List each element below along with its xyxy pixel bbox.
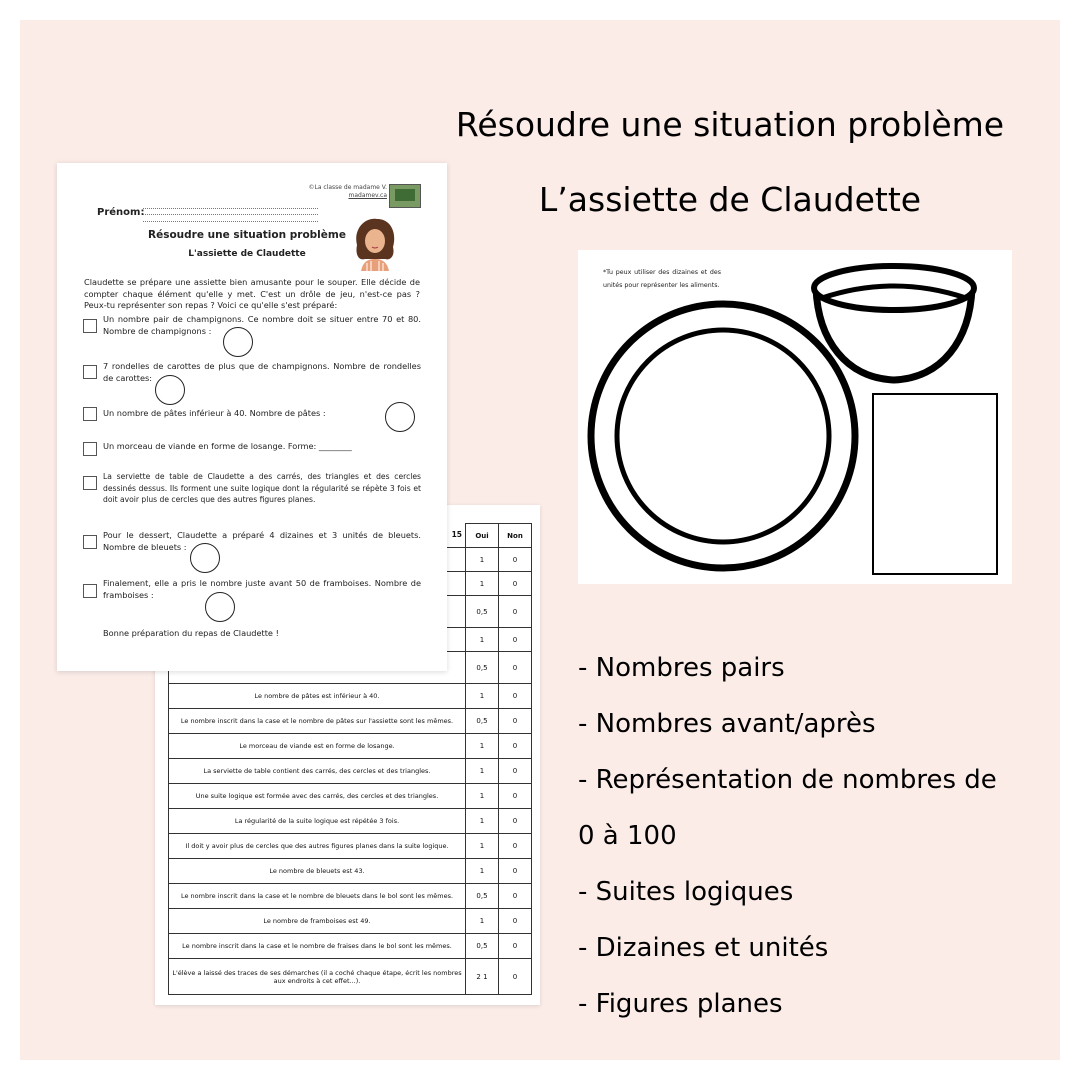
grading-cell-no: 0 (499, 709, 532, 734)
main-title: Résoudre une situation problème (455, 105, 1005, 144)
skill-item: - Représentation de nombres de (578, 765, 997, 795)
grading-cell-criterion: Une suite logique est formée avec des carrés, des cercles et des triangles. (169, 784, 466, 809)
grading-cell-no: 0 (499, 784, 532, 809)
grading-cell-no: 0 (499, 652, 532, 684)
napkin-rectangle (873, 394, 997, 574)
grading-cell-yes: 2 1 (466, 959, 499, 995)
item-6: Pour le dessert, Claudette a préparé 4 dizaines et 3 unités de bleuets. Nombre de bleuets : (103, 530, 421, 552)
plate-illustration-card (578, 250, 1012, 584)
grading-cell-no: 0 (499, 809, 532, 834)
grading-cell-no: 0 (499, 759, 532, 784)
grading-cell-criterion: L'élève a laissé des traces de ses démarches (il a coché chaque étape, écrit les nombres aux endroits à cet effet...). (169, 959, 466, 995)
grading-row (169, 959, 532, 995)
grading-row (169, 809, 532, 834)
skill-item: - Nombres avant/après (578, 709, 876, 739)
grading-cell-no: 0 (499, 548, 532, 572)
item-1: Un nombre pair de champignons. Ce nombre doit se situer entre 70 et 80. Nombre de champignons : (103, 314, 421, 336)
grading-cell-no: 0 (499, 909, 532, 934)
intro-text: Claudette se prépare une assiette bien amusante pour le souper. Elle décide de compter chaque élément qu'elle y met. C'est un drôle de jeu, n'est-ce pas ? Peux-tu représenter son repas ? Voici ce qu'elle s'est préparé: (84, 277, 420, 310)
brand-logo-icon (389, 184, 421, 208)
grading-cell-yes: 0,5 (466, 709, 499, 734)
plate-inner-circle (617, 330, 829, 542)
grading-row (169, 859, 532, 884)
grading-row (169, 784, 532, 809)
checkbox-2[interactable] (83, 365, 97, 379)
grading-cell-no: 0 (499, 734, 532, 759)
grading-cell-yes: 1 (466, 548, 499, 572)
grading-cell-criterion: La serviette de table contient des carrés, des cercles et des triangles. (169, 759, 466, 784)
grading-row (169, 684, 532, 709)
grading-row (169, 834, 532, 859)
copyright-line-2: madamev.ca (348, 192, 387, 199)
grading-cell-yes: 1 (466, 809, 499, 834)
grading-cell-no: 0 (499, 859, 532, 884)
problem-sheet (57, 163, 447, 671)
item-5: La serviette de table de Claudette a des carrés, des triangles et des cercles dessinés dessus. Ils forment une suite logique dont la régularité se répète 3 fois et doit avoir plus de cercles que des autres figures planes. (103, 472, 421, 504)
grading-cell-yes: 1 (466, 684, 499, 709)
skill-item: - Nombres pairs (578, 653, 785, 683)
grading-cell-criterion: Le nombre inscrit dans la case et le nombre de fraises dans le bol sont les mêmes. (169, 934, 466, 959)
grading-cell-yes: 0,5 (466, 652, 499, 684)
checkbox-4[interactable] (83, 442, 97, 456)
grading-row (169, 934, 532, 959)
grading-cell-no: 0 (499, 884, 532, 909)
skill-item: - Suites logiques (578, 877, 794, 907)
grading-row (169, 759, 532, 784)
name-input-lines[interactable] (143, 208, 318, 222)
skill-item: - Dizaines et unités (578, 933, 829, 963)
grading-cell-no: 0 (499, 572, 532, 596)
plate-drawing (578, 250, 1012, 584)
grading-cell-criterion: Le nombre de bleuets est 43. (169, 859, 466, 884)
answer-circle-1[interactable] (223, 327, 253, 357)
grading-cell-yes: 1 (466, 834, 499, 859)
item-4: Un morceau de viande en forme de losange. Forme: ________ (103, 441, 352, 451)
grading-cell-yes: 1 (466, 859, 499, 884)
grading-cell-criterion: Il doit y avoir plus de cercles que des autres figures planes dans la suite logique. (169, 834, 466, 859)
grading-row (169, 709, 532, 734)
answer-circle-2[interactable] (155, 375, 185, 405)
main-subtitle: L’assiette de Claudette (538, 180, 922, 219)
grading-cell-yes: 0,5 (466, 934, 499, 959)
portrait-illustration (351, 215, 399, 271)
grading-cell-no: 0 (499, 934, 532, 959)
grading-cell-yes: 1 (466, 759, 499, 784)
grading-row (169, 909, 532, 934)
answer-circle-7[interactable] (205, 592, 235, 622)
grading-cell-yes: 1 (466, 784, 499, 809)
skill-item: - Figures planes (578, 989, 783, 1019)
copyright-line-1: ©La classe de madame V. (308, 184, 387, 191)
grading-cell-yes: 1 (466, 734, 499, 759)
grading-row (169, 734, 532, 759)
grading-cell-criterion: Le nombre inscrit dans la case et le nombre de pâtes sur l'assiette sont les mêmes. (169, 709, 466, 734)
grading-cell-yes: 1 (466, 628, 499, 652)
grading-cell-no: 0 (499, 684, 532, 709)
closing-text: Bonne préparation du repas de Claudette ! (103, 628, 279, 638)
item-3: Un nombre de pâtes inférieur à 40. Nombre de pâtes : (103, 408, 326, 418)
grading-cell-no: 0 (499, 596, 532, 628)
grading-cell-yes: 1 (466, 909, 499, 934)
answer-circle-3[interactable] (385, 402, 415, 432)
grading-row (169, 884, 532, 909)
answer-circle-6[interactable] (190, 543, 220, 573)
grading-header-criteria: 15 (169, 524, 466, 548)
grading-cell-criterion: Le nombre de pâtes est inférieur à 40. (169, 684, 466, 709)
grading-cell-no: 0 (499, 834, 532, 859)
skills-list (578, 640, 1038, 1032)
copyright (307, 184, 387, 200)
checkbox-1[interactable] (83, 319, 97, 333)
checkbox-6[interactable] (83, 535, 97, 549)
illustration-note: *Tu peux utiliser des dizaines et des unités pour représenter les aliments. (603, 269, 721, 289)
grading-cell-criterion: Le nombre de framboises est 49. (169, 909, 466, 934)
grading-header-yes: Oui (466, 524, 499, 548)
grading-cell-criterion: Le nombre inscrit dans la case et le nombre de bleuets dans le bol sont les mêmes. (169, 884, 466, 909)
grading-cell-yes: 0,5 (466, 596, 499, 628)
plate-outer-circle (591, 304, 855, 568)
item-7: Finalement, elle a pris le nombre juste avant 50 de framboises. Nombre de framboises : (103, 578, 421, 600)
grading-header-no: Non (499, 524, 532, 548)
checkbox-3[interactable] (83, 407, 97, 421)
item-2: 7 rondelles de carottes de plus que de champignons. Nombre de rondelles de carottes: (103, 361, 421, 383)
worksheet-title: Résoudre une situation problème (148, 229, 346, 241)
checkbox-7[interactable] (83, 584, 97, 598)
grading-cell-criterion: La régularité de la suite logique est répétée 3 fois. (169, 809, 466, 834)
grading-cell-no: 0 (499, 959, 532, 995)
skill-item: 0 à 100 (578, 821, 677, 851)
grading-cell-no: 0 (499, 628, 532, 652)
name-label: Prénom: (97, 207, 145, 218)
checkbox-5[interactable] (83, 476, 97, 490)
grading-cell-criterion: Le morceau de viande est en forme de losange. (169, 734, 466, 759)
grading-cell-yes: 1 (466, 572, 499, 596)
grading-cell-yes: 0,5 (466, 884, 499, 909)
worksheet-subtitle: L'assiette de Claudette (188, 249, 306, 259)
